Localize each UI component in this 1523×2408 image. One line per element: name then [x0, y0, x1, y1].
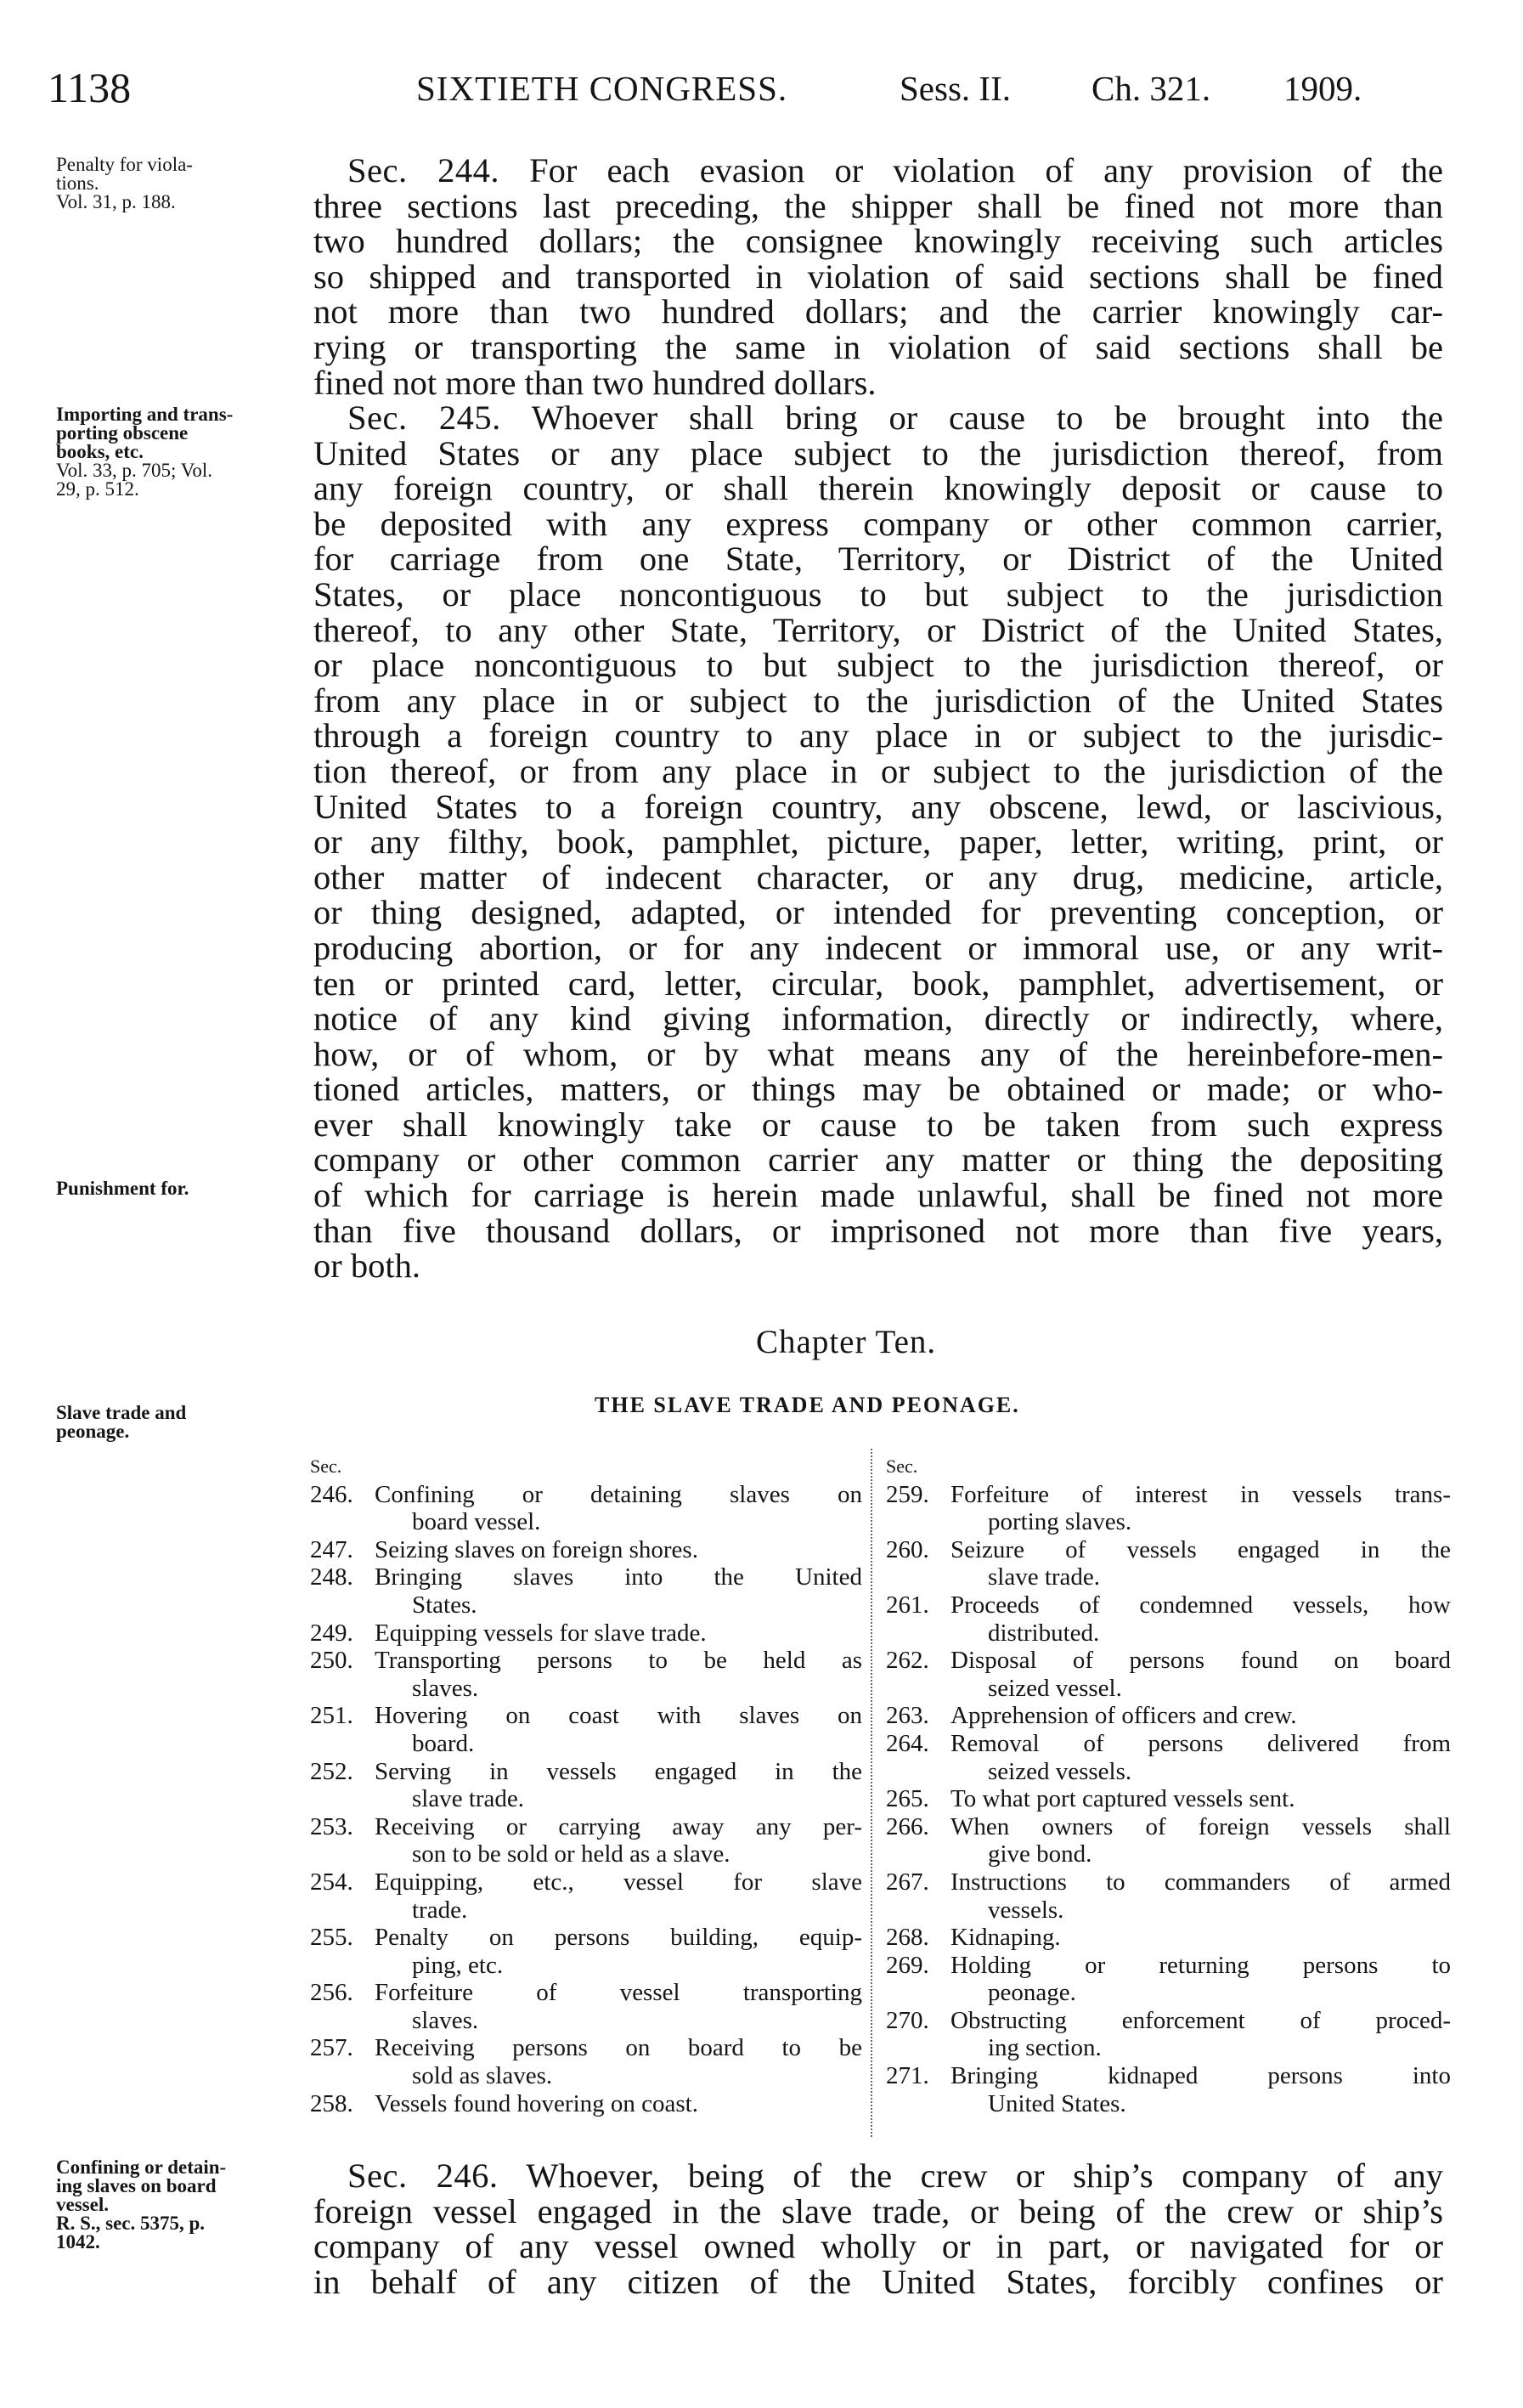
section-list-number: 250. [310, 1647, 353, 1675]
text-line: tion thereof, or from any place in or subject to the jurisdiction of the [313, 751, 1443, 790]
section-list-title [375, 1702, 862, 1757]
section-list-number: 268. [886, 1924, 929, 1952]
section-list-right [886, 1453, 1451, 2117]
section-list-title [950, 1813, 1451, 1868]
section-list-number: 265. [886, 1785, 929, 1813]
margin-note-line: Vol. 33, p. 705; Vol. [56, 460, 213, 481]
text-line: any foreign country, or shall therein knowingly deposit or cause to [313, 469, 1443, 508]
section-list-title-line: Equipping vessels for slave trade. [375, 1619, 707, 1647]
section-list-number: 255. [310, 1924, 353, 1952]
text-line: of which for carriage is herein made unlawful, shall be fined not more [313, 1176, 1443, 1215]
section-246 [313, 2158, 1443, 2299]
section-list-title [950, 1924, 1451, 1952]
section-list-header: Sec. [886, 1456, 918, 1477]
section-list-item [310, 1868, 862, 1924]
section-list-number: 247. [310, 1535, 353, 1563]
section-list-title-line: Instructions to commanders of armed [950, 1868, 1451, 1896]
section-list-title-line: seized vessel. [988, 1674, 1122, 1702]
margin-note-line: books, etc. [56, 441, 144, 462]
section-list-item [886, 1868, 1451, 1924]
margin-note-line: peonage. [56, 1421, 130, 1442]
section-list-number: 264. [886, 1729, 929, 1757]
section-list-item [886, 1591, 1451, 1647]
section-list-number: 261. [886, 1591, 929, 1619]
section-list-title-line: slave trade. [412, 1785, 525, 1813]
section-list-title [375, 1647, 862, 1702]
section-list-item [310, 2090, 862, 2118]
text-line-content: For each evasion or violation of any provision of the [529, 151, 1444, 189]
section-list-title-line: Bringing slaves into the United [375, 1563, 862, 1591]
section-list-number: 252. [310, 1757, 353, 1785]
section-list-title-line: slaves. [412, 2006, 479, 2034]
section-list-item [886, 2007, 1451, 2062]
section-list-title-line: Vessels found hovering on coast. [375, 2089, 698, 2117]
section-list-number: 267. [886, 1868, 929, 1896]
section-244 [313, 153, 1443, 400]
section-list-title [375, 1563, 862, 1619]
margin-note-line: vessel. [56, 2194, 109, 2215]
text-line: two hundred dollars; the consignee knowingly receiving such articles [313, 222, 1443, 261]
section-label: Sec. 245. [347, 399, 501, 437]
running-title: SIXTIETH CONGRESS. [416, 69, 788, 108]
section-list-title-line: seized vessels. [988, 1757, 1132, 1785]
section-list-title-line: Serving in vessels engaged in the [375, 1757, 862, 1785]
section-list-title-line: Transporting persons to be held as [375, 1647, 862, 1675]
section-list-title [950, 1591, 1451, 1647]
section-list-title-line: sold as slaves. [412, 2062, 553, 2090]
section-list-title [950, 1730, 1451, 1785]
section-list-title [950, 1868, 1451, 1924]
section-list-title-line: When owners of foreign vessels shall [950, 1812, 1451, 1840]
section-list-item [886, 1813, 1451, 1868]
text-line [313, 153, 1443, 189]
section-list-item [310, 1481, 862, 1536]
margin-note-line: porting obscene [56, 422, 189, 444]
section-list-title-line: Forfeiture of vessel transporting [375, 1979, 862, 2007]
section-list-item [310, 1619, 862, 1648]
section-list-number: 258. [310, 2089, 353, 2117]
section-list-title-line: vessels. [988, 1896, 1064, 1924]
section-list-number: 246. [310, 1480, 353, 1508]
section-list-title-line: board. [412, 1729, 475, 1757]
section-list-item [310, 1536, 862, 1564]
margin-note-importing [56, 405, 302, 499]
section-list-title-line: Disposal of persons found on board [950, 1647, 1451, 1675]
section-list-title-line: porting slaves. [988, 1508, 1132, 1536]
section-list-title-line: slave trade. [988, 1563, 1101, 1591]
section-list-item [310, 1647, 862, 1702]
section-list-title [375, 1979, 862, 2034]
text-line: States, or place noncontiguous to but subject to the jurisdiction [313, 574, 1443, 613]
section-list-title-line: son to be sold or held as a slave. [412, 1840, 730, 1868]
section-list-item [310, 1924, 862, 1979]
text-line: not more than two hundred dollars; and the carrier knowingly car- [313, 292, 1443, 331]
section-list-title-line: Seizure of vessels engaged in the [950, 1535, 1451, 1563]
section-list-title-line: Equipping, etc., vessel for slave [375, 1868, 862, 1896]
section-list-title-line: United States. [988, 2089, 1126, 2117]
section-list-item [310, 1758, 862, 1813]
section-list-number: 271. [886, 2062, 929, 2090]
section-list-title-line: Proceeds of condemned vessels, how [950, 1591, 1451, 1619]
margin-note-line: Confining or detain- [56, 2156, 227, 2178]
section-list-title [950, 1536, 1451, 1591]
section-list-number: 262. [886, 1647, 929, 1675]
text-line-content: Whoever, being of the crew or ship’s company of any [526, 2156, 1443, 2195]
margin-note-line: tions. [56, 172, 99, 194]
section-list-number: 270. [886, 2006, 929, 2034]
section-list-number: 260. [886, 1535, 929, 1563]
margin-note-line: 1042. [56, 2231, 100, 2253]
text-line: or any filthy, book, pamphlet, picture, paper, letter, writing, print, or [313, 822, 1443, 862]
section-list-left [310, 1453, 862, 2117]
text-line: ten or printed card, letter, circular, book, pamphlet, advertisement, or [313, 964, 1443, 1003]
section-list-item [310, 1979, 862, 2034]
section-list-title-line: trade. [412, 1896, 468, 1924]
section-list-number: 263. [886, 1702, 929, 1730]
text-line [313, 400, 1443, 436]
chapter-heading: Chapter Ten. [756, 1324, 937, 1360]
section-list-title [375, 1868, 862, 1924]
section-list-item [886, 1536, 1451, 1591]
section-list-item [310, 1563, 862, 1619]
section-list-title [950, 2062, 1451, 2117]
section-list-title [950, 1481, 1451, 1536]
section-list-item [886, 1785, 1451, 1813]
section-list-title-line: Forfeiture of interest in vessels trans- [950, 1480, 1451, 1508]
text-line: ever shall knowingly take or cause to be taken from such express [313, 1105, 1443, 1144]
margin-note-line: 29, p. 512. [56, 478, 139, 500]
section-list-title-line: give bond. [988, 1840, 1092, 1868]
section-list-entries [310, 1481, 862, 2118]
text-line: in behalf of any citizen of the United States, forcibly confines or [313, 2262, 1443, 2301]
text-line: three sections last preceding, the shipper shall be fined not more than [313, 186, 1443, 225]
text-line: notice of any kind giving information, directly or indirectly, where, [313, 999, 1443, 1038]
margin-note-line: R. S., sec. 5375, p. [56, 2213, 206, 2234]
text-line: thereof, to any other State, Territory, or District of the United States, [313, 610, 1443, 649]
section-list-number: 257. [310, 2034, 353, 2062]
section-list-title-line: Kidnaping. [950, 1924, 1061, 1952]
text-line: for carriage from one State, Territory, or District of the United [313, 540, 1443, 579]
section-list-title-line: Bringing kidnaped persons into [950, 2062, 1451, 2090]
text-line [313, 2158, 1443, 2194]
text-line: rying or transporting the same in violation of said sections shall be [313, 327, 1443, 366]
section-list-title-line: ing section. [988, 2034, 1102, 2062]
text-line: through a foreign country to any place in or subject to the jurisdic- [313, 716, 1443, 755]
section-list-title [950, 1785, 1451, 1813]
margin-note-line: Punishment for. [56, 1178, 189, 1199]
section-list-title-line: peonage. [988, 1979, 1076, 2007]
margin-note-line: Slave trade and [56, 1402, 187, 1423]
section-list-title-line: Seizing slaves on foreign shores. [375, 1535, 698, 1563]
section-list-title [375, 1536, 862, 1564]
section-list-item [886, 1702, 1451, 1730]
section-list-title [375, 1813, 862, 1868]
section-list-number: 259. [886, 1480, 929, 1508]
section-list-number: 266. [886, 1812, 929, 1840]
section-list-title-line: States. [412, 1591, 477, 1619]
text-line: from any place in or subject to the jurisdiction of the United States [313, 681, 1443, 720]
section-list-item [886, 1952, 1451, 2007]
section-list-title-line: To what port captured vessels sent. [950, 1785, 1295, 1813]
text-line: or both. [313, 1246, 420, 1286]
section-list-title [375, 1481, 862, 1536]
text-line: tioned articles, matters, or things may be obtained or made; or who- [313, 1070, 1443, 1109]
section-list-title [375, 2090, 862, 2118]
section-list-item [886, 1647, 1451, 1702]
section-list-number: 249. [310, 1619, 353, 1647]
text-line: company of any vessel owned wholly or in part, or navigated for or [313, 2227, 1443, 2266]
section-list-title-line: Penalty on persons building, equip- [375, 1924, 862, 1952]
section-list-item [886, 1924, 1451, 1952]
text-line: United States or any place subject to the jurisdiction thereof, from [313, 433, 1443, 472]
section-list-title [950, 2007, 1451, 2062]
running-year: 1909. [1283, 69, 1362, 108]
text-line: or place noncontiguous to but subject to the jurisdiction thereof, or [313, 646, 1443, 685]
margin-note-slave-trade [56, 1404, 302, 1441]
section-list-item [886, 2062, 1451, 2117]
section-list-item [310, 1702, 862, 1757]
section-list-item [886, 1481, 1451, 1536]
section-list-title [375, 2034, 862, 2089]
section-list-number: 248. [310, 1563, 353, 1591]
section-list-title-line: slaves. [412, 1674, 479, 1702]
column-divider [871, 1449, 872, 2137]
text-line: or thing designed, adapted, or intended for preventing conception, or [313, 893, 1443, 932]
section-label: Sec. 244. [347, 151, 500, 189]
margin-note-line: Penalty for viola- [56, 154, 193, 175]
text-line: company or other common carrier any matter or thing the depositing [313, 1140, 1443, 1179]
margin-note-punishment [56, 1179, 302, 1198]
section-list-item [310, 2034, 862, 2089]
section-list-title-line: Holding or returning persons to [950, 1951, 1451, 1979]
section-list-title-line: Removal of persons delivered from [950, 1729, 1451, 1757]
section-list-title-line: distributed. [988, 1619, 1100, 1647]
section-list-title [375, 1924, 862, 1979]
section-list-header: Sec. [310, 1456, 342, 1477]
margin-note-confining [56, 2158, 302, 2252]
section-list-title-line: board vessel. [412, 1508, 541, 1536]
text-line: United States to a foreign country, any obscene, lewd, or lascivious, [313, 787, 1443, 826]
section-list-title-line: Apprehension of officers and crew. [950, 1702, 1297, 1730]
section-list-title-line: Receiving persons on board to be [375, 2034, 862, 2062]
section-list-number: 269. [886, 1951, 929, 1979]
section-list-item [310, 1813, 862, 1868]
section-list-number: 253. [310, 1812, 353, 1840]
section-list-title [375, 1758, 862, 1813]
text-line: foreign vessel engaged in the slave trade, or being of the crew or ship’s [313, 2191, 1443, 2230]
section-list-title-line: Hovering on coast with slaves on [375, 1702, 862, 1730]
text-line-content: Whoever shall bring or cause to be brought into the [531, 399, 1443, 437]
page-number: 1138 [48, 64, 132, 111]
running-chapter: Ch. 321. [1091, 69, 1211, 108]
section-list-number: 254. [310, 1868, 353, 1896]
margin-note-penalty [56, 155, 302, 212]
section-list-number: 256. [310, 1979, 353, 2007]
text-line: how, or of whom, or by what means any of the hereinbefore-men- [313, 1034, 1443, 1073]
chapter-subheading: THE SLAVE TRADE AND PEONAGE. [595, 1393, 1020, 1417]
margin-note-line: ing slaves on board [56, 2175, 217, 2196]
section-list-title [950, 1952, 1451, 2007]
section-list-title-line: Obstructing enforcement of proced- [950, 2006, 1451, 2034]
section-list-title-line: Receiving or carrying away any per- [375, 1812, 862, 1840]
section-list-item [886, 1730, 1451, 1785]
margin-note-line: Importing and trans- [56, 404, 234, 425]
section-list-title-line: ping, etc. [412, 1951, 504, 1979]
section-list-title [950, 1647, 1451, 1702]
running-session: Sess. II. [900, 69, 1011, 108]
text-line: producing abortion, or for any indecent or immoral use, or any writ- [313, 928, 1443, 967]
text-line: so shipped and transported in violation of said sections shall be fined [313, 257, 1443, 296]
section-list-title [950, 1702, 1451, 1730]
section-list-number: 251. [310, 1702, 353, 1730]
margin-note-line: Vol. 31, p. 188. [56, 191, 176, 212]
text-line: fined not more than two hundred dollars. [313, 363, 877, 402]
section-label: Sec. 246. [347, 2156, 499, 2195]
section-list-title-line: Confining or detaining slaves on [375, 1480, 862, 1508]
text-line: than five thousand dollars, or imprisoned not more than five years, [313, 1211, 1443, 1250]
text-line: be deposited with any express company or other common carrier, [313, 504, 1443, 543]
text-line: other matter of indecent character, or any drug, medicine, article, [313, 857, 1443, 896]
section-list-title [375, 1619, 862, 1648]
section-list-entries [886, 1481, 1451, 2118]
section-245 [313, 400, 1443, 1284]
